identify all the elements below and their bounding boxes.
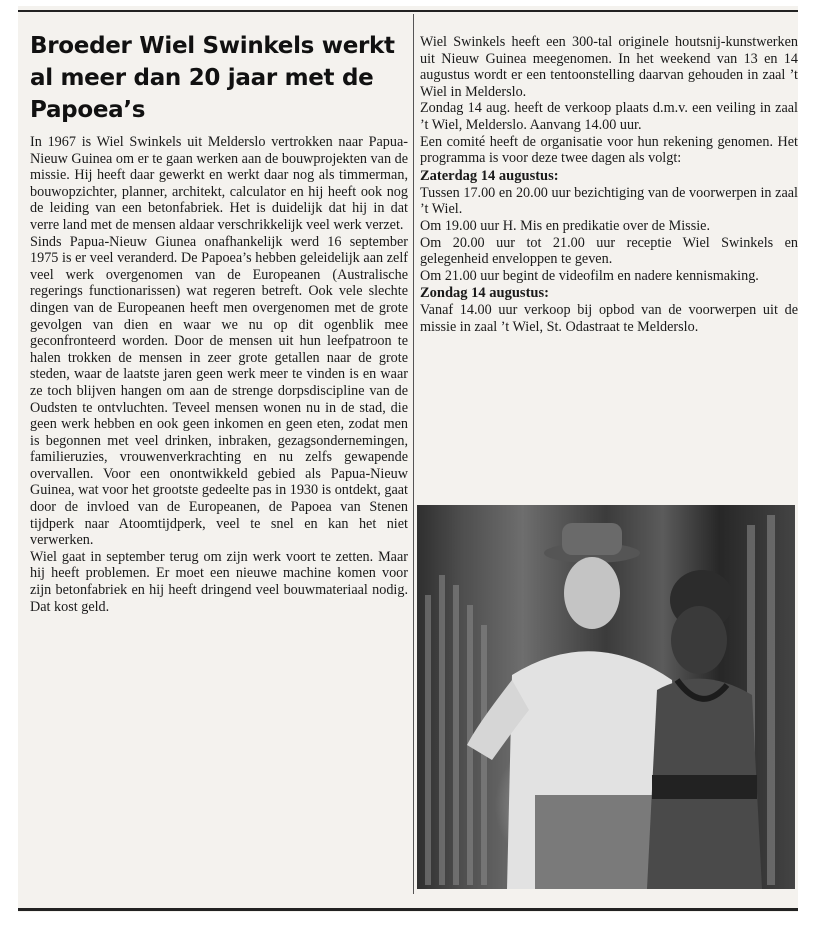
left-column (30, 30, 408, 615)
paragraph-auction: Zondag 14 aug. heeft de verkoop plaats d.m.v. een veiling in zaal ’t Wiel, Melderslo. Aanvang 14.00 uur. (420, 100, 798, 133)
paragraph-return: Wiel gaat in september terug om zijn werk voort te zetten. Maar hij heeft problemen. Er moet een nieuwe machine komen voor zijn betonfabriek en hij heeft dringend veel bouwmateriaal nodig. Dat kost geld. (30, 548, 408, 615)
paragraph-committee: Een comité heeft de organisatie voor hun rekening genomen. Het programma is voor deze twee dagen als volgt: (420, 133, 798, 167)
saturday-heading: Zaterdag 14 augustus: (420, 167, 559, 184)
column-divider (413, 14, 414, 894)
bottom-rule (18, 908, 798, 911)
photo-two-men (417, 505, 795, 889)
sunday-heading: Zondag 14 augustus: (420, 285, 549, 302)
paragraph-independence: Sinds Papua-Nieuw Giunea onafhankelijk werd 16 september 1975 is er veel veranderd. De Papoea’s hebben geleidelijk aan zelf veel werk overgenomen van de Europeanen (Australische regerings functionarissen) wat regeren betreft. Ook vele slechte dingen van de Europeanen heeft men overgenomen met de grote gevolgen van dien en waar we nu op dit ogenblik mee geconfronteerd worden. Door de mensen uit hun leefpatroon te halen trokken de mensen in zeer grote getallen naar de grote steden, waar de laatste jaren geen werk meer te vinden is en waar ze toch blijven hangen om aan de strenge dorpsdiscipline van de Oudsten te ontvluchten. Teveel mensen wonen nu in de stad, die geen werk hebben en ook geen inkomen en geen eten, zodat men is begonnen met veel drinken, inbraken, gezagsondernemingen, familieruzies, vrouwenverkrachting en nu zelfs gewapende overvallen. Voor een onontwikkeld gebied als Papua-Nieuw Guinea, wat voor het grootste gedeelte pas in 1930 is ontdekt, gaat door de invloed van de Europeanen, de Papoea van Stenen tijdperk naar Atoomtijdperk, veel te snel en kan het niet verwerken. (30, 233, 408, 549)
paragraph-intro: In 1967 is Wiel Swinkels uit Melderslo vertrokken naar Papua-Nieuw Guinea om er te gaan werken aan de bouwprojekten van de missie. Hij heeft daar gewerkt en werkt daar nog als timmerman, bouwopzichter, planner, architekt, calculator en hij heeft ook nog de leiding van een betonfabriek. Het is duidelijk dat hij in dat verre land met de mensen aldaar verschrikkelijk veel werk verzet. (30, 134, 408, 233)
headline: Broeder Wiel Swinkels werkt al meer dan 20 jaar met de Papoea’s (30, 33, 395, 123)
paragraph-exhibition: Wiel Swinkels heeft een 300-tal originele houtsnij-kunstwerken uit Nieuw Guinea meegenomen. In het weekend van 13 en 14 augustus wordt er een tentoonstelling daarvan gehouden in zaal ’t Wiel in Melderslo. (420, 34, 798, 100)
top-rule (18, 10, 798, 12)
schedule-item: Om 21.00 uur begint de videofilm en nadere kennismaking. (420, 267, 759, 284)
schedule-item: Vanaf 14.00 uur verkoop bij opbod van de voorwerpen uit de missie in zaal ’t Wiel, St. Odastraat te Melderslo. (420, 302, 798, 335)
schedule-item: Om 20.00 uur tot 21.00 uur receptie Wiel Swinkels en gelegenheid enveloppen te geven. (420, 234, 798, 268)
right-column (420, 34, 798, 336)
schedule-item: Tussen 17.00 en 20.00 uur bezichtiging van de voorwerpen in zaal ’t Wiel. (420, 184, 798, 218)
photo-illustration (417, 505, 795, 889)
schedule-item: Om 19.00 uur H. Mis en predikatie over de Missie. (420, 217, 711, 234)
